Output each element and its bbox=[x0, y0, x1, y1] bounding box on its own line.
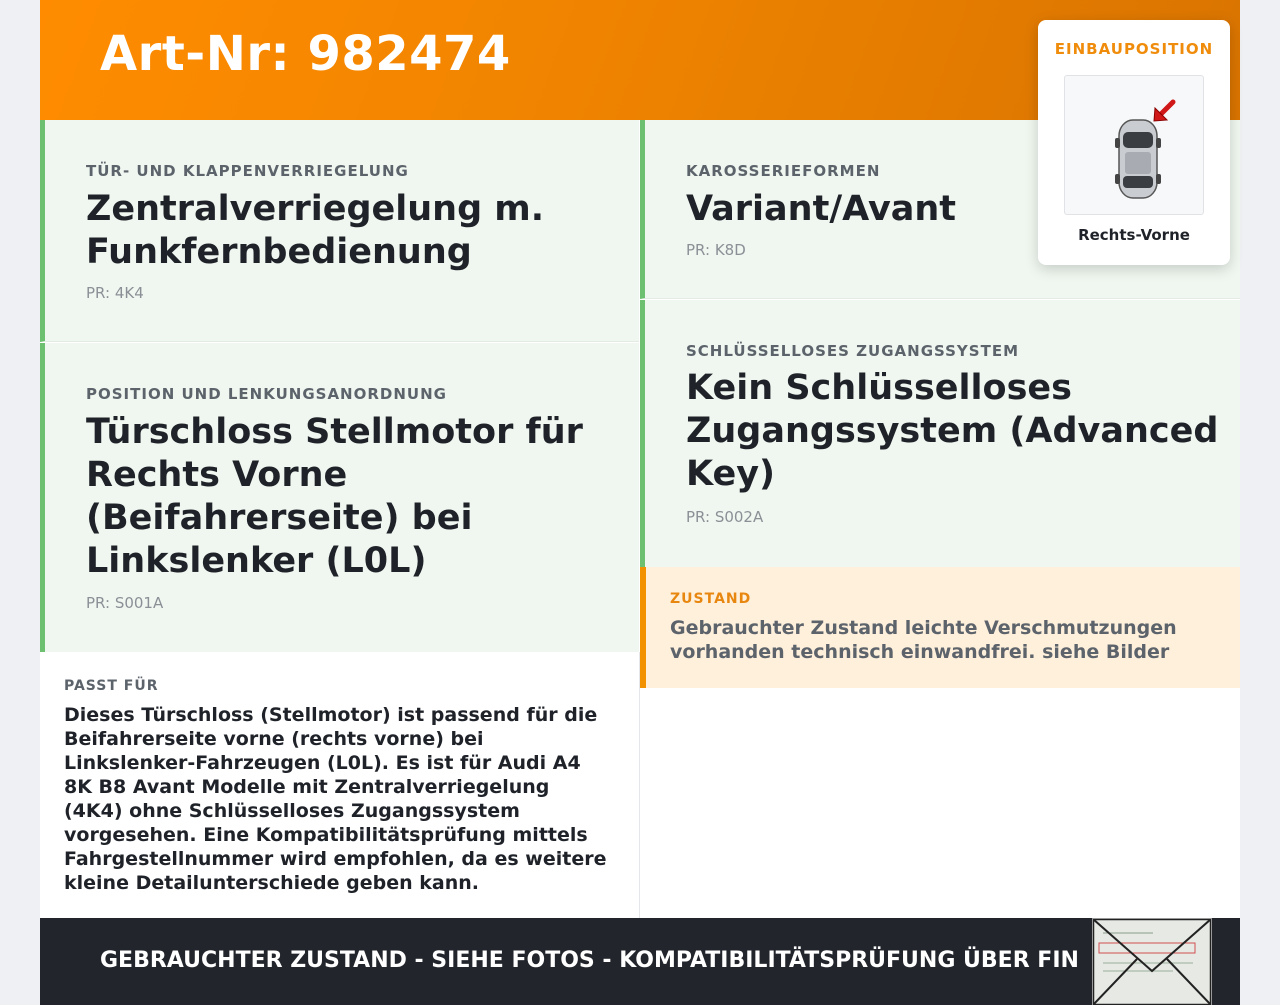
card-category: KAROSSERIEFORMEN bbox=[686, 162, 881, 180]
zustand-label: ZUSTAND bbox=[670, 591, 752, 607]
card-value bbox=[86, 411, 583, 583]
card-value-line: Funkfernbedienung bbox=[86, 232, 472, 272]
card-value-line: Rechts Vorne bbox=[86, 455, 348, 495]
passt-fuer-section bbox=[40, 652, 640, 918]
document-thumbnail[interactable] bbox=[1092, 918, 1212, 1005]
zustand-text: Gebrauchter Zustand leichte Verschmutzungen vorhanden technisch einwandfrei. siehe Bilder bbox=[670, 617, 1177, 663]
card-pr-code: PR: S001A bbox=[86, 594, 164, 612]
card-position bbox=[40, 343, 639, 652]
passt-text: Dieses Türschloss (Stellmotor) ist passend für die Beifahrerseite vorne (rechts vorne) bei Linkslenker-Fahrzeugen (L0L). Es ist für Audi A4 8K B8 Avant Modelle mit Zentralverriegelung (4K4) ohne Schlüsselloses Zugangssystem vorgesehen. Eine Kompatibilitätsprüfung mittels Fahrgestellnummer wird empfohlen, da es weitere kleine Detailunterschiede geben kann. bbox=[64, 704, 607, 894]
card-value-line: Linkslenker (L0L) bbox=[86, 541, 427, 581]
card-value-line: Key) bbox=[686, 454, 776, 494]
card-value-line: Zentralverriegelung m. bbox=[86, 189, 545, 229]
card-category: POSITION UND LENKUNGSANORDNUNG bbox=[86, 385, 447, 403]
footer-text: GEBRAUCHTER ZUSTAND - SIEHE FOTOS - KOMPATIBILITÄTSPRÜFUNG ÜBER FIN bbox=[100, 948, 1079, 973]
zustand-section bbox=[640, 567, 1240, 688]
card-category: SCHLÜSSELLOSES ZUGANGSSYSTEM bbox=[686, 342, 1020, 360]
card-value-line: (Beifahrerseite) bei bbox=[86, 498, 473, 538]
einbauposition-label: EINBAUPOSITION bbox=[1054, 40, 1214, 58]
einbauposition-card bbox=[1038, 20, 1230, 265]
passt-label: PASST FÜR bbox=[64, 678, 159, 694]
card-value-line: Türschloss Stellmotor für bbox=[86, 412, 583, 452]
card-schluessel bbox=[640, 300, 1240, 567]
card-value bbox=[86, 188, 544, 274]
envelope-icon bbox=[1093, 919, 1211, 1005]
card-pr-code: PR: K8D bbox=[686, 241, 746, 259]
card-category: TÜR- UND KLAPPENVERRIEGELUNG bbox=[86, 162, 409, 180]
card-value bbox=[686, 188, 956, 231]
card-tuer bbox=[40, 120, 639, 342]
card-value-line: Kein Schlüsselloses bbox=[686, 368, 1072, 408]
footer-bar bbox=[40, 918, 1240, 1005]
card-value-line: Zugangssystem (Advanced bbox=[686, 411, 1219, 451]
card-pr-code: PR: S002A bbox=[686, 508, 764, 526]
card-value bbox=[686, 367, 1218, 496]
einbauposition-caption: Rechts-Vorne bbox=[1078, 226, 1190, 244]
card-pr-code: PR: 4K4 bbox=[86, 284, 144, 302]
car-top-view-icon bbox=[1065, 76, 1203, 214]
einbauposition-image[interactable] bbox=[1064, 75, 1204, 215]
card-value-line: Variant/Avant bbox=[686, 189, 957, 229]
page-title: Art-Nr: 982474 bbox=[100, 26, 511, 82]
